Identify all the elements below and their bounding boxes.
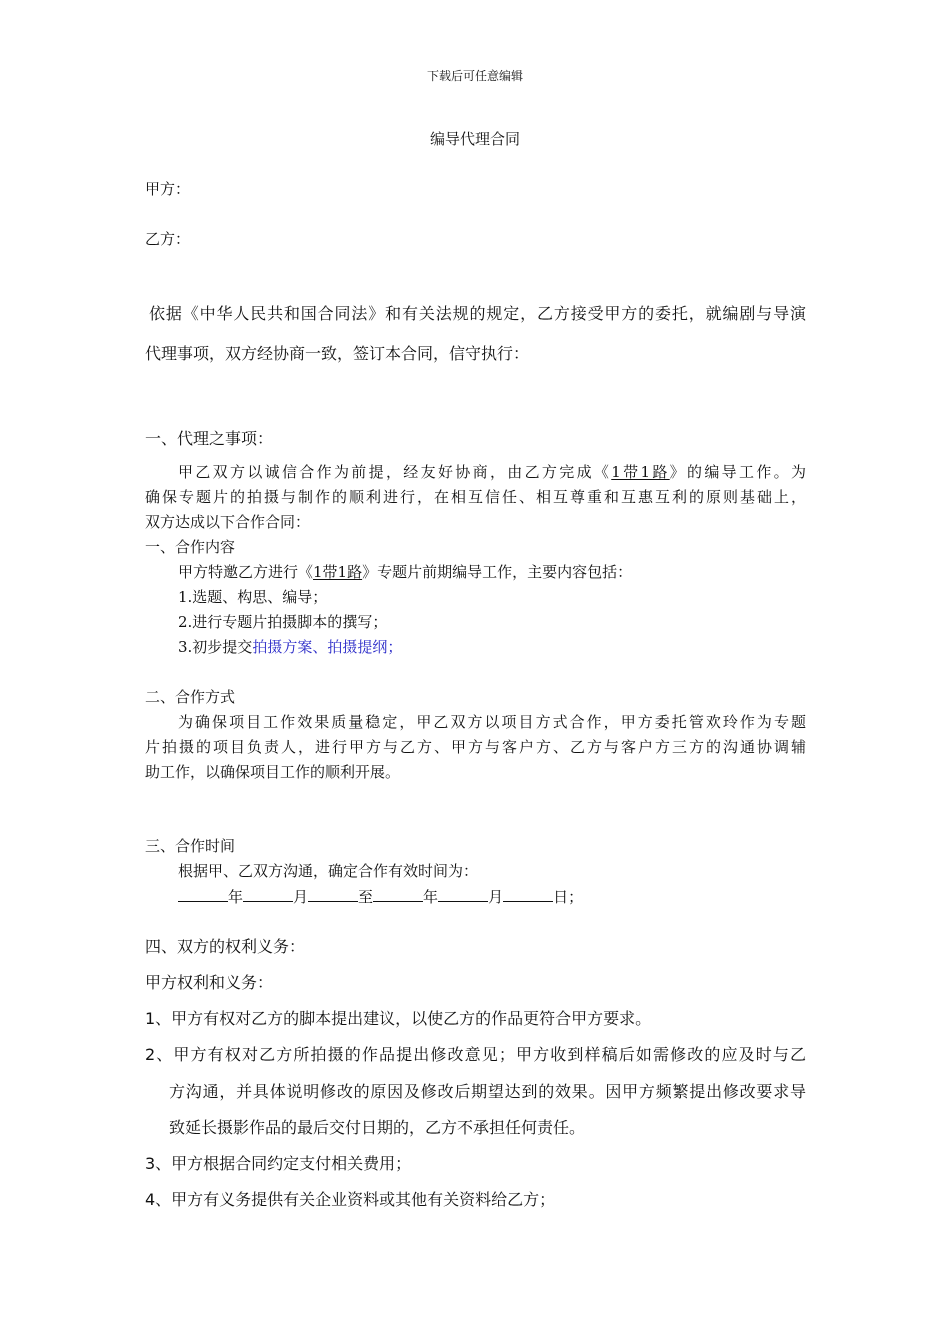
month-label: 月 xyxy=(293,888,309,906)
text-segment: 3.初步提交 xyxy=(178,638,253,656)
section-4-item-2-line-3: 致延长摄影作品的最后交付日期的，乙方不承担任何责任。 xyxy=(169,1118,586,1137)
intro-line-2: 代理事项，双方经协商一致，签订本合同，信守执行： xyxy=(145,344,530,363)
to-label: 至 xyxy=(358,888,374,906)
sub-2-line-2: 片拍摄的项目负责人，进行甲方与乙方、甲方与客户方、乙方与客户方三方的沟通协调辅 xyxy=(145,738,806,756)
text-segment: 》专题片前期编导工作，主要内容包括： xyxy=(362,563,633,581)
sub-2-line-1: 为确保项目工作效果质量稳定，甲乙双方以项目方式合作，甲方委托管欢玲作为专题 xyxy=(178,713,806,731)
project-name: 1带1路 xyxy=(611,463,670,481)
project-name: 1带1路 xyxy=(313,563,363,581)
section-4-item-4: 4、甲方有义务提供有关企业资料或其他有关资料给乙方； xyxy=(145,1190,556,1209)
sub-1-heading: 一、合作内容 xyxy=(145,538,236,556)
section-1-heading: 一、代理之事项： xyxy=(145,429,274,448)
party-b-label: 乙方： xyxy=(145,230,191,248)
header-note: 下载后可任意编辑 xyxy=(426,69,523,83)
section-4-subheading: 甲方权利和义务： xyxy=(145,973,274,992)
section-4-item-3: 3、甲方根据合同约定支付相关费用； xyxy=(145,1154,412,1173)
sub-1-item-1: 1.选题、构思、编导； xyxy=(178,588,328,606)
blank-field xyxy=(373,887,423,902)
section-1-paragraph-line-1 xyxy=(178,461,806,482)
section-1-paragraph-line-3: 双方达成以下合作合同： xyxy=(145,513,311,531)
text-segment: 甲乙双方以诚信合作为前提，经友好协商，由乙方完成《 xyxy=(178,463,612,481)
section-4-item-1: 1、甲方有权对乙方的脚本提出建议，以使乙方的作品更符合甲方要求。 xyxy=(145,1009,652,1028)
blank-field xyxy=(438,887,488,902)
year-label: 年 xyxy=(228,888,244,906)
sub-3-line-1: 根据甲、乙双方沟通，确定合作有效时间为： xyxy=(178,862,479,880)
year-label: 年 xyxy=(423,888,439,906)
section-4-item-2-line-1: 2、甲方有权对乙方所拍摄的作品提出修改意见；甲方收到样稿后如需修改的应及时与乙 xyxy=(145,1045,806,1064)
text-segment: 甲方特邀乙方进行《 xyxy=(178,563,314,581)
intro-line-1: 依据《中华人民共和国合同法》和有关法规的规定，乙方接受甲方的委托，就编剧与导演 xyxy=(149,304,806,323)
sub-1-item-3 xyxy=(178,636,402,657)
blank-field xyxy=(308,887,358,902)
sub-3-heading: 三、合作时间 xyxy=(145,837,236,855)
section-4-heading: 四、双方的权利义务： xyxy=(145,937,306,956)
section-4-item-2-line-2: 方沟通，并具体说明修改的原因及修改后期望达到的效果。因甲方频繁提出修改要求导 xyxy=(169,1082,806,1101)
sub-1-item-2: 2.进行专题片拍摄脚本的撰写； xyxy=(178,613,388,631)
blank-field xyxy=(503,887,553,902)
sub-1-intro xyxy=(178,561,632,582)
sub-2-heading: 二、合作方式 xyxy=(145,688,236,706)
highlighted-text: 拍摄方案、拍摄提纲； xyxy=(252,638,403,656)
section-1-paragraph-line-2: 确保专题片的拍摄与制作的顺利进行，在相互信任、相互尊重和互惠互利的原则基础上， xyxy=(145,488,806,506)
text-segment: 》的编导工作。为 xyxy=(669,463,806,481)
date-range-line xyxy=(178,886,583,907)
month-label: 月 xyxy=(488,888,504,906)
document-title: 编导代理合同 xyxy=(429,130,520,148)
party-a-label: 甲方： xyxy=(145,180,191,198)
sub-2-line-3: 助工作，以确保项目工作的顺利开展。 xyxy=(145,763,401,781)
blank-field xyxy=(178,887,228,902)
blank-field xyxy=(243,887,293,902)
day-label: 日； xyxy=(553,888,584,906)
